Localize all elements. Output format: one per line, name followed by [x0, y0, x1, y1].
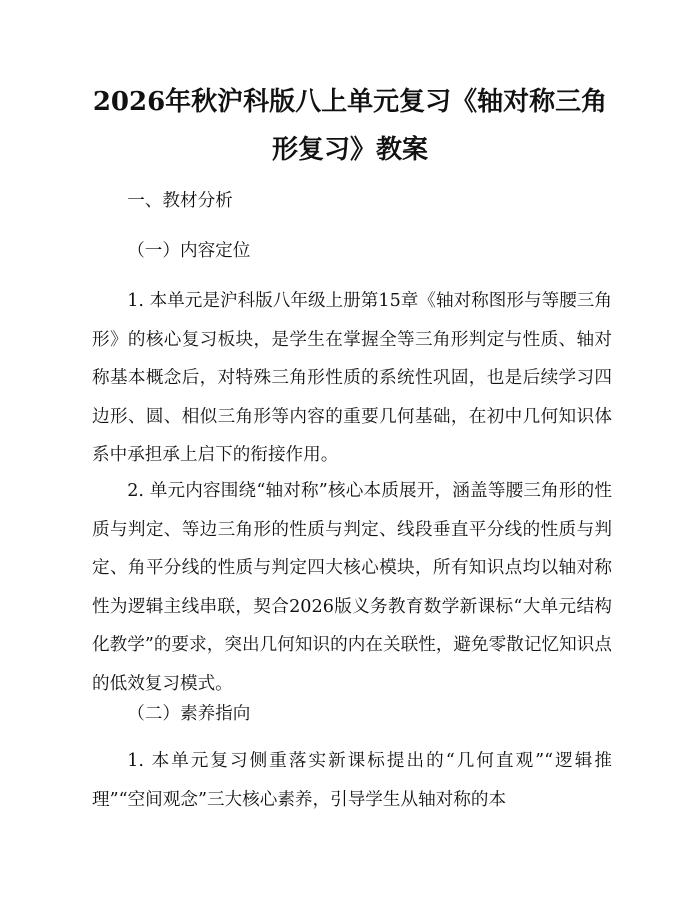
- paragraph-content-positioning-2: 2. 单元内容围绕“轴对称”核心本质展开，涵盖等腰三角形的性质与判定、等边三角形的性质与判定、线段垂直平分线的性质与判定、角平分线的性质与判定四大核心模块，所有知识点均以轴对称性为逻辑主线串联，契合2026版义务教育数学新课标“大单元结构化教学”的要求，突出几何知识的内在关联性，避免零散记忆知识点的低效复习模式。: [92, 481, 612, 694]
- section-heading-teaching-material-analysis: 一、教材分析: [127, 191, 233, 211]
- paragraph-content-positioning-1: 1. 本单元是沪科版八年级上册第15章《轴对称图形与等腰三角形》的核心复习板块，是学生在掌握全等三角形判定与性质、轴对称基本概念后，对特殊三角形性质的系统性巩固，也是后续学习四边形、圆、相似三角形等内容的重要几何基础，在初中几何知识体系中承担承上启下的衔接作用。: [92, 291, 612, 466]
- subsection-heading-content-positioning: （一）内容定位: [127, 241, 251, 261]
- document-title: 2026年秋沪科版八上单元复习《轴对称三角形复习》教案: [92, 87, 608, 165]
- subsection-heading-literacy-orientation: （二）素养指向: [127, 704, 251, 724]
- paragraph-literacy-orientation-1: 1. 本单元复习侧重落实新课标提出的“几何直观”“逻辑推理”“空间观念”三大核心素养，引导学生从轴对称的本: [92, 751, 612, 810]
